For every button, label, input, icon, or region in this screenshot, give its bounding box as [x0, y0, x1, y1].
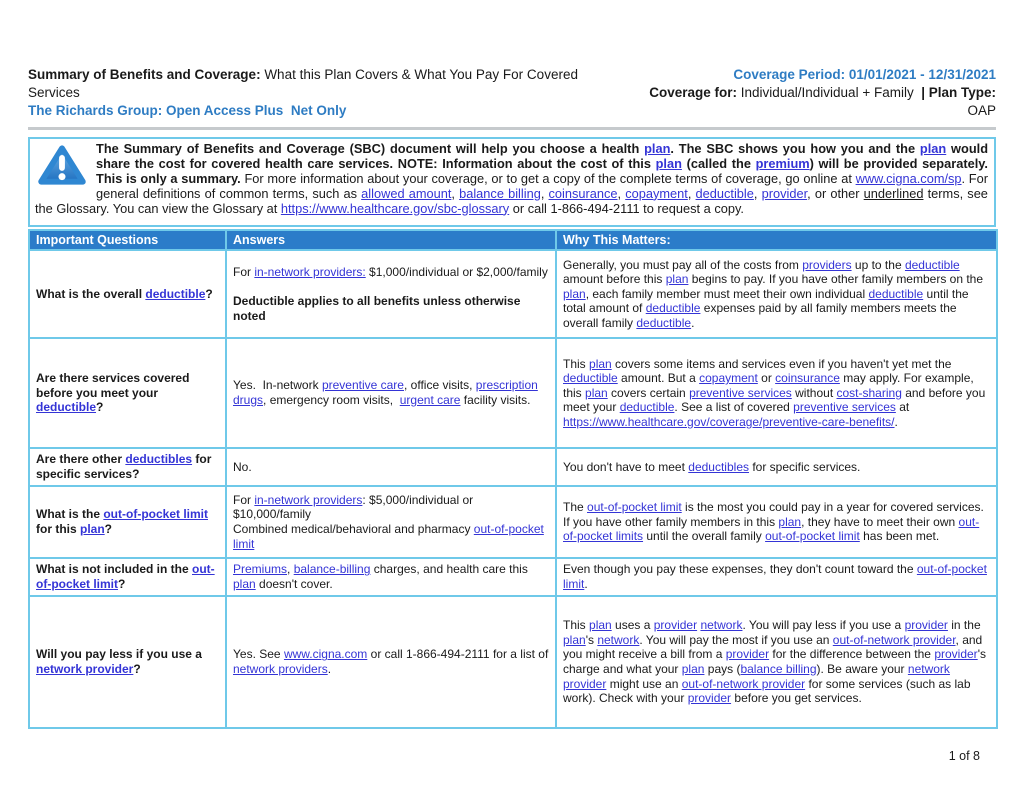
text-segment: ,: [753, 185, 762, 201]
glossary-term-link[interactable]: plan: [919, 141, 947, 156]
text-segment: 's: [585, 632, 598, 647]
text-segment: The Summary of Benefits and Coverage (SBC) document will help you choose a health: [96, 141, 645, 156]
text-segment: What is the overall: [36, 286, 146, 301]
glossary-term-link[interactable]: Premiums: [233, 562, 288, 577]
why-this-matters-cell: [556, 486, 997, 558]
glossary-term-link[interactable]: deductible: [563, 371, 618, 386]
text-segment: at: [895, 400, 910, 415]
table-row: [29, 558, 997, 596]
column-header-answers: Answers: [226, 230, 556, 250]
text-segment: , emergency room visits,: [263, 393, 400, 407]
text-segment: Even though you pay these expenses, they don't count toward the: [563, 562, 917, 577]
table-row: [29, 596, 997, 728]
text-segment: covers certain: [607, 385, 690, 400]
table-header-row: [29, 230, 997, 250]
document-header: [28, 66, 996, 120]
text-segment: doesn't cover.: [255, 577, 333, 591]
text-segment: . For general definitions of common terms, such as: [96, 170, 989, 201]
why-this-matters-cell: [556, 448, 997, 486]
glossary-term-link[interactable]: out-of-pocket limits: [563, 514, 980, 544]
text-segment: , office visits,: [403, 378, 476, 393]
glossary-term-link[interactable]: out-of-pocket limit: [587, 500, 682, 515]
text-segment: begins to pay. If you have other family members on the: [688, 272, 984, 287]
glossary-term-link[interactable]: plan: [665, 272, 689, 287]
text-segment: ?: [96, 400, 104, 415]
plan-name: The Richards Group: Open Access Plus Net Only: [28, 103, 347, 118]
text-segment: expenses paid by all family members meets the overall family: [563, 301, 957, 330]
coverage-period: Coverage Period: 01/01/2021 - 12/31/2021: [733, 67, 996, 82]
text-segment: This: [563, 356, 590, 371]
text-segment: Combined medical/behavioral and pharmacy: [233, 522, 474, 536]
table-row: [29, 448, 997, 486]
plan-type-value: OAP: [967, 103, 996, 118]
text-segment: .: [894, 414, 898, 429]
text-segment: ?: [133, 662, 141, 676]
glossary-term-link[interactable]: network provider: [36, 662, 134, 676]
document-title-rest: What this Plan Covers & What You Pay For Covered Services: [28, 67, 578, 100]
coverage-for-line: [623, 84, 996, 120]
text-segment: facility visits.: [460, 393, 531, 407]
glossary-term-link[interactable]: out-of-network provider: [832, 632, 956, 647]
glossary-term-link[interactable]: preventive care: [321, 378, 404, 393]
answer-cell: [226, 558, 556, 596]
text-segment: ,: [617, 185, 626, 201]
page-number: 1 of 8: [948, 749, 980, 763]
text-segment: No.: [233, 459, 252, 474]
glossary-term-link[interactable]: https://www.healthcare.gov/coverage/preventive-care-benefits/: [563, 414, 895, 429]
text-segment: for the difference between the: [769, 647, 935, 662]
text-segment: The: [563, 500, 588, 515]
text-segment: Yes. In-network: [233, 378, 322, 393]
glossary-term-link[interactable]: plan: [681, 662, 705, 676]
sbc-document-page: [28, 66, 996, 763]
answer-cell: [226, 250, 556, 338]
text-segment: until the overall family: [643, 529, 766, 544]
text-segment: or: [757, 371, 776, 386]
text-segment: or call 1-866-494-2111 to request a copy.: [509, 200, 744, 216]
question-cell: [29, 338, 226, 448]
text-segment: for specific services?: [36, 452, 212, 481]
glossary-term-link[interactable]: plan: [80, 522, 105, 536]
text-segment: for specific services.: [749, 459, 861, 474]
glossary-term-link[interactable]: deductible: [695, 185, 754, 201]
glossary-term-link[interactable]: preventive services: [689, 385, 792, 400]
glossary-term-link[interactable]: urgent care: [399, 393, 461, 407]
text-segment: for this: [36, 522, 80, 536]
text-segment: in the: [947, 618, 981, 633]
glossary-term-link[interactable]: in-network providers: [254, 492, 363, 507]
text-segment: ,: [451, 185, 460, 201]
text-segment: might use an: [606, 676, 682, 691]
glossary-term-link[interactable]: https://www.healthcare.gov/sbc-glossary: [280, 200, 510, 216]
text-segment: Generally, you must pay all of the costs from: [563, 257, 803, 272]
text-segment: ). Be aware your: [816, 662, 908, 676]
glossary-term-link[interactable]: provider: [761, 185, 808, 201]
glossary-term-link[interactable]: deductible: [636, 315, 692, 330]
glossary-term-link[interactable]: deductibles: [688, 459, 749, 474]
text-segment: up to the: [851, 257, 905, 272]
question-cell: [29, 558, 226, 596]
glossary-term-link[interactable]: plan: [589, 356, 612, 371]
glossary-term-link[interactable]: copayment: [625, 185, 688, 201]
text-segment: . The SBC shows you how you and the: [670, 141, 920, 156]
glossary-term-link[interactable]: prescription drugs: [233, 378, 538, 407]
text-segment: (called the: [681, 155, 756, 171]
glossary-term-link[interactable]: preventive services: [793, 400, 896, 415]
text-segment: $1,000/individual or $2,000/family: [365, 264, 548, 279]
glossary-term-link[interactable]: coinsurance: [548, 185, 618, 201]
glossary-term-link[interactable]: out-of-pocket limit: [36, 562, 215, 591]
glossary-term-link[interactable]: premium: [755, 155, 810, 171]
question-cell: [29, 486, 226, 558]
glossary-term-link[interactable]: deductible: [619, 400, 675, 415]
glossary-term-link[interactable]: balance-billing: [293, 562, 371, 577]
glossary-term-link[interactable]: network provider: [563, 662, 950, 691]
text-segment: . See a list of covered: [674, 400, 794, 415]
question-cell: [29, 250, 226, 338]
glossary-term-link[interactable]: plan: [644, 141, 671, 156]
text-segment: may apply. For example, this: [563, 371, 974, 400]
table-row: [29, 338, 997, 448]
text-segment: ?: [205, 286, 213, 301]
glossary-term-link[interactable]: balance billing: [459, 185, 541, 201]
text-segment: underlined: [863, 185, 924, 201]
text-segment: without: [791, 385, 837, 400]
glossary-term-link[interactable]: network: [597, 632, 640, 647]
glossary-term-link[interactable]: providers: [802, 257, 852, 272]
answer-cell: [226, 448, 556, 486]
glossary-term-link[interactable]: provider: [904, 618, 948, 633]
text-segment: , and you might receive a bill from a: [563, 632, 983, 662]
text-segment: For: [233, 492, 255, 507]
text-segment: This: [563, 618, 590, 633]
glossary-term-link[interactable]: coinsurance: [775, 371, 840, 386]
glossary-term-link[interactable]: network providers: [233, 662, 328, 676]
table-row: [29, 486, 997, 558]
glossary-term-link[interactable]: deductible: [36, 400, 97, 415]
document-title-bold: Summary of Benefits and Coverage:: [28, 67, 261, 82]
glossary-term-link[interactable]: plan: [585, 385, 608, 400]
text-segment: ) will be provided separately. This is only a summary.: [96, 155, 988, 186]
glossary-term-link[interactable]: out-of-pocket limit: [233, 522, 544, 551]
text-segment: You don't have to meet: [563, 459, 689, 474]
text-segment: , each family member must meet their own individual: [585, 286, 869, 301]
text-segment: until the total amount of: [563, 286, 969, 316]
text-segment: , or other: [807, 185, 864, 201]
text-segment: charges, and health care this: [370, 562, 528, 577]
text-segment: .: [327, 662, 332, 676]
text-segment: terms, see the Glossary. You can view the Glossary at: [35, 185, 988, 216]
header-left: [28, 66, 623, 120]
text-segment: ,: [287, 562, 294, 577]
glossary-term-link[interactable]: deductible: [645, 301, 701, 316]
why-this-matters-cell: [556, 558, 997, 596]
glossary-term-link[interactable]: copayment: [699, 371, 758, 386]
glossary-term-link[interactable]: deductibles: [125, 452, 193, 467]
glossary-term-link[interactable]: out-of-network provider: [681, 676, 806, 691]
text-segment: What is the: [36, 507, 104, 522]
header-right: [623, 66, 996, 120]
glossary-term-link[interactable]: plan: [233, 577, 256, 591]
why-this-matters-cell: [556, 596, 997, 728]
glossary-term-link[interactable]: cost-sharing: [836, 385, 902, 400]
glossary-term-link[interactable]: deductible: [868, 286, 924, 301]
questions-table: [28, 229, 998, 729]
text-segment: uses a: [611, 618, 654, 633]
text-segment: Yes. See: [233, 647, 284, 662]
text-segment: 's charge and what your: [563, 647, 986, 676]
glossary-term-link[interactable]: plan: [778, 514, 802, 529]
glossary-term-link[interactable]: network: [700, 618, 743, 633]
warning-triangle-icon: [37, 143, 87, 187]
column-header-why-this-matters: Why This Matters:: [556, 230, 997, 250]
text-segment: would share the cost for covered health care services. NOTE: Information about the cost of this: [96, 141, 989, 171]
glossary-term-link[interactable]: plan: [655, 155, 682, 171]
coverage-for-label: Coverage for:: [649, 85, 737, 100]
glossary-term-link[interactable]: deductible: [145, 286, 206, 301]
coverage-for-value: Individual/Individual + Family: [736, 85, 922, 100]
text-segment: and before you meet your: [563, 385, 986, 415]
text-segment: before you get services.: [731, 691, 862, 706]
glossary-term-link[interactable]: in-network providers:: [254, 264, 366, 279]
text-segment: .: [691, 315, 695, 330]
text-segment: . You will pay the most if you use an: [639, 632, 833, 647]
glossary-term-link[interactable]: www.cigna.com: [283, 647, 368, 662]
glossary-term-link[interactable]: provider: [687, 691, 732, 706]
glossary-term-link[interactable]: plan: [589, 618, 612, 633]
glossary-term-link[interactable]: balance billing: [740, 662, 817, 676]
table-row: [29, 250, 997, 338]
glossary-term-link[interactable]: provider: [934, 647, 978, 662]
glossary-term-link[interactable]: out-of-pocket limit: [563, 562, 987, 591]
questions-table-body: [29, 250, 997, 728]
glossary-term-link[interactable]: plan: [563, 632, 586, 647]
why-this-matters-cell: [556, 250, 997, 338]
glossary-term-link[interactable]: deductible: [904, 257, 960, 272]
text-segment: pays (: [704, 662, 741, 676]
notice-text: [35, 141, 988, 216]
answer-cell: [226, 338, 556, 448]
answer-cell: [226, 596, 556, 728]
answer-cell: [226, 486, 556, 558]
text-segment: has been met.: [859, 529, 940, 544]
why-this-matters-cell: [556, 338, 997, 448]
plan-type-label: | Plan Type:: [921, 85, 996, 100]
text-segment: For more information about your coverage, or to get a copy of the complete terms of coverage, go online at: [240, 170, 856, 186]
document-title: [28, 66, 623, 102]
glossary-term-link[interactable]: www.cigna.com/sp: [855, 170, 962, 186]
notice-box: [28, 137, 996, 227]
text-segment: , they have to meet their own: [801, 514, 959, 529]
header-divider: [28, 127, 996, 130]
column-header-important-questions: Important Questions: [29, 230, 226, 250]
text-segment: is the most you could pay in a year for covered services. If you have other family members in this: [563, 500, 984, 529]
text-segment: ?: [104, 522, 113, 536]
text-segment: . You will pay less if you use a: [742, 618, 905, 633]
glossary-term-link[interactable]: provider: [725, 647, 770, 662]
text-segment: Will you pay less if you use a: [36, 647, 202, 662]
text-segment: : $5,000/individual or $10,000/family: [233, 492, 474, 522]
glossary-term-link[interactable]: plan: [563, 286, 586, 301]
text-segment: ,: [540, 185, 549, 201]
glossary-term-link[interactable]: out-of-pocket limit: [103, 507, 208, 522]
question-cell: [29, 596, 226, 728]
question-cell: [29, 448, 226, 486]
text-segment: for some services (such as lab work). Check with your: [563, 676, 971, 706]
text-segment: amount. But a: [617, 371, 700, 386]
glossary-term-link[interactable]: allowed amount: [361, 185, 452, 201]
text-segment: For: [233, 264, 255, 279]
glossary-term-link[interactable]: provider: [653, 618, 698, 633]
text-segment: .: [584, 577, 588, 591]
text-segment: Are there other: [36, 452, 126, 467]
text-segment: ,: [687, 185, 696, 201]
text-segment: ?: [118, 577, 126, 591]
text-segment: Are there services covered before you meet your: [36, 371, 190, 400]
text-segment: Deductible applies to all benefits unless otherwise noted: [233, 294, 521, 323]
text-segment: covers some items and services even if you haven't yet met the: [611, 356, 952, 371]
glossary-term-link[interactable]: out-of-pocket limit: [765, 529, 860, 544]
text-segment: amount before this: [563, 272, 666, 287]
text-segment: What is not included in the: [36, 562, 192, 577]
text-segment: or call 1-866-494-2111 for a list of: [367, 647, 549, 662]
